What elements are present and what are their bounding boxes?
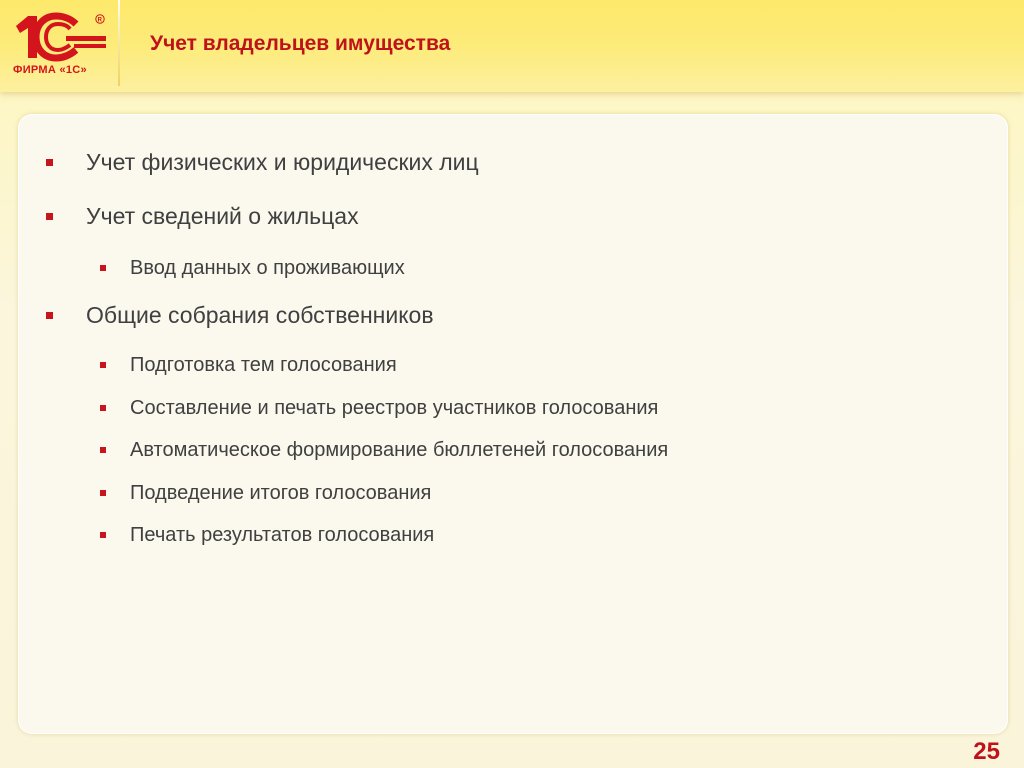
- list-subitem: Подготовка тем голосования: [130, 354, 397, 376]
- list-subitem: Подведение итогов голосования: [130, 482, 432, 504]
- square-bullet-icon: [100, 265, 106, 271]
- page-title: Учет владельцев имущества: [150, 32, 451, 55]
- list-item: Учет физических и юридических лиц: [86, 149, 479, 175]
- logo: [0, 0, 118, 86]
- list-item: Общие собрания собственников: [86, 302, 434, 328]
- square-bullet-icon: [100, 532, 106, 538]
- svg-text:R: R: [97, 17, 102, 24]
- list-item: Учет сведений о жильцах: [86, 203, 359, 229]
- 1c-logo-icon: [10, 10, 110, 64]
- logo-caption: ФИРМА «1С»: [13, 64, 87, 76]
- header-divider: [118, 0, 120, 86]
- square-bullet-icon: [100, 405, 106, 411]
- page-number: 25: [973, 738, 1000, 765]
- slide-header: [0, 0, 1024, 92]
- square-bullet-icon: [100, 447, 106, 453]
- square-bullet-icon: [46, 159, 53, 166]
- list-subitem: Составление и печать реестров участников голосования: [130, 397, 659, 419]
- square-bullet-icon: [100, 362, 106, 368]
- list-subitem: Автоматическое формирование бюллетеней голосования: [130, 439, 669, 461]
- square-bullet-icon: [46, 213, 53, 220]
- list-subitem: Печать результатов голосования: [130, 524, 435, 546]
- list-subitem: Ввод данных о проживающих: [130, 257, 405, 279]
- square-bullet-icon: [46, 312, 53, 319]
- square-bullet-icon: [100, 490, 106, 496]
